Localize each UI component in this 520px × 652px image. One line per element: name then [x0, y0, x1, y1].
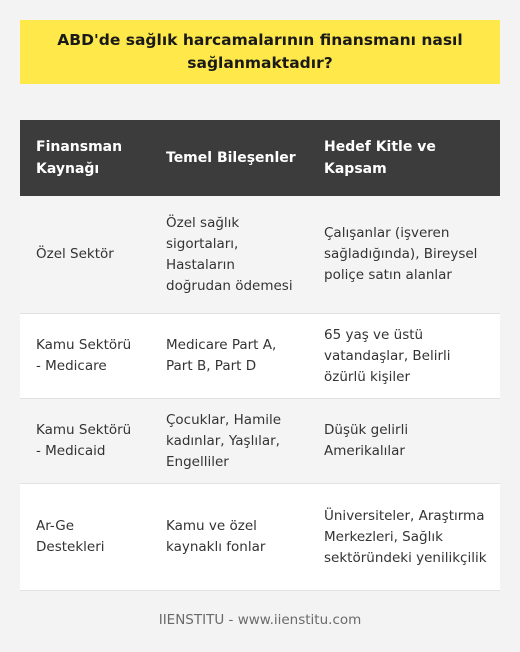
table-row [20, 196, 500, 314]
table-row [20, 399, 500, 484]
cell-funding-source: Kamu Sektörü - Medicaid [20, 399, 150, 484]
cell-core-components: Medicare Part A, Part B, Part D [150, 314, 308, 399]
cell-target-scope: Üniversiteler, Araştırma Merkezleri, Sağlık sektöründeki yenilikçilik [308, 484, 500, 591]
title-banner [20, 20, 500, 84]
header-core-components: Temel Bileşenler [150, 120, 308, 196]
cell-funding-source: Ar-Ge Destekleri [20, 484, 150, 591]
table-header-row [20, 120, 500, 196]
table-row [20, 314, 500, 399]
cell-funding-source: Özel Sektör [20, 196, 150, 314]
cell-core-components: Özel sağlık sigortaları, Hastaların doğrudan ödemesi [150, 196, 308, 314]
cell-core-components: Kamu ve özel kaynaklı fonlar [150, 484, 308, 591]
header-target-scope: Hedef Kitle ve Kapsam [308, 120, 500, 196]
page-title: ABD'de sağlık harcamalarının finansmanı nasıl sağlanmaktadır? [57, 31, 463, 72]
financing-table [20, 120, 500, 591]
table-row [20, 484, 500, 591]
cell-funding-source: Kamu Sektörü - Medicare [20, 314, 150, 399]
footer-credit: IIENSTITU - www.iienstitu.com [158, 612, 362, 628]
cell-target-scope: Çalışanlar (işveren sağladığında), Bireysel poliçe satın alanlar [308, 196, 500, 314]
cell-target-scope: Düşük gelirli Amerikalılar [308, 399, 500, 484]
cell-core-components: Çocuklar, Hamile kadınlar, Yaşlılar, Engelliler [150, 399, 308, 484]
cell-target-scope: 65 yaş ve üstü vatandaşlar, Belirli özürlü kişiler [308, 314, 500, 399]
header-funding-source: Finansman Kaynağı [20, 120, 150, 196]
